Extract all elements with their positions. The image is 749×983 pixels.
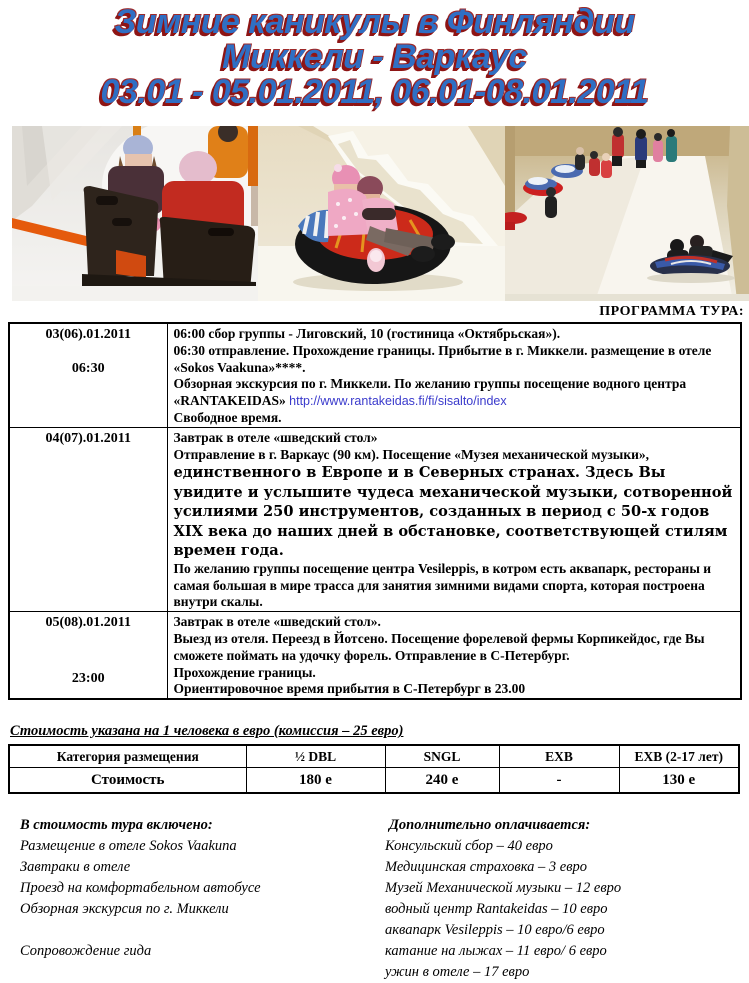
day3-date-cell [9,612,167,699]
extra-item: катание на лыжах – 11 евро/ 6 евро [385,943,607,960]
price-header-exb: EXB [499,745,619,767]
day3-paragraph-3: Прохождение границы. [173,664,316,680]
program-table [8,322,742,700]
day2-description-cell [167,427,741,611]
price-row-label: Стоимость [9,767,246,793]
day2-paragraph-2 [174,447,735,561]
photo-kids-on-snow-tube [258,126,505,301]
day3-time: 23:00 [71,671,105,687]
day1-description-cell [167,323,741,427]
day3-date: 05(08).01.2011 [45,615,132,631]
included-item: Сопровождение гида [20,943,152,960]
included-item-spacer [20,920,385,941]
extra-item: Консульский сбор – 40 евро [385,838,553,855]
price-half-dbl: 180 е [246,767,385,793]
day1-paragraph-1: 06:00 сбор группы - Лиговский, 10 (гостиница «Октябрьская»). [173,326,561,341]
photo-strip [12,126,749,301]
day2-date-cell [9,427,167,611]
title-line-3: 03.01 - 05.01.2011, 06.01-08.01.2011 [100,73,649,111]
day1-paragraph-3 [174,376,735,410]
day3-paragraph-1: Завтрак в отеле «шведский стол». [173,614,381,630]
extra-item: водный центр Rantakeidas – 10 евро [385,901,608,918]
extra-item: Медицинская страховка – 3 евро [385,859,588,876]
program-row-day1 [9,323,741,427]
price-header-half-dbl: ½ DBL [246,745,385,767]
price-header-row [9,745,739,767]
day3-description-cell [167,612,741,699]
day1-paragraph-2: 06:30 отправление. Прохождение границы. Прибытие в г. Миккели. размещение в отеле «Sokos Vaakuna»****. [173,342,712,375]
included-item: Проезд на комфортабельном автобусе [20,880,261,897]
photo-kids-on-wooden-sled [12,126,258,301]
day2-paragraph-3: По желанию группы посещение центра Vesileppis, в котром есть аквапарк, рестораны и самая большая в мире трасса для занятия зимними видами спорта, которая построена внутри скалы. [173,560,712,610]
snow-tube-illustration [258,126,505,301]
extra-item: Музей Механической музыки – 12 евро [385,880,622,897]
day3-paragraph-2: Выезд из отеля. Переезд в Йотсено. Посещение форелевой фермы Корпикейдос, где Вы сможете поймать на удочку форель. Отправление в С-Петербург. [173,631,705,663]
program-heading: ПРОГРАММА ТУРА: [599,304,744,319]
day2-date: 04(07).01.2011 [45,430,132,446]
extra-item: аквапарк Vesileppis – 10 евро/6 евро [385,922,605,939]
included-heading: В стоимость тура включено: [20,817,213,834]
included-item: Размещение в отеле Sokos Vaakuna [20,838,237,855]
included-item: Завтраки в отеле [20,859,131,876]
price-exb-child: 130 е [619,767,739,793]
snow-slope-illustration [505,126,749,301]
day1-paragraph-3-text: Обзорная экскурсия по г. Миккели. По желанию группы посещение водного центра «RANTAKEIDAS» [173,376,687,409]
included-item: Обзорная экскурсия по г. Миккели [20,901,229,918]
price-header-exb-child: EXB (2-17 лет) [619,745,739,767]
day2-paragraph-1: Завтрак в отеле «шведский стол» [173,429,378,445]
day2-paragraph-2-normal: Отправление в г. Варкаус (90 км). Посещение «Музея механической музыки», [173,446,650,462]
extra-heading: Дополнительно оплачивается: [389,817,591,834]
included-list [20,815,385,983]
price-caption: Стоимость указана на 1 человека в евро (комиссия – 25 евро) [10,723,404,740]
title-line-1: Зимние каникулы в Финляндии [114,3,635,41]
price-exb: - [499,767,619,793]
photo-indoor-snow-slope [505,126,749,301]
price-header-sngl: SNGL [385,745,499,767]
price-value-row [9,767,739,793]
day3-paragraph-4: Ориентировочное время прибытия в С-Петербург в 23.00 [173,681,526,697]
wooden-sled-illustration [12,126,258,301]
price-header-category: Категория размещения [9,745,246,767]
rantakeidas-link[interactable]: http://www.rantakeidas.fi/fi/sisalto/index [289,394,507,409]
day1-date-cell [9,323,167,427]
day1-time: 06:30 [71,361,105,376]
price-sngl: 240 е [385,767,499,793]
day1-date: 03(06).01.2011 [45,327,132,342]
day2-paragraph-2-large: единственного в Европе и в Северных странах. Здесь Вы увидите и услышите чудеса механической музыки, сотворенной усилиями 250 инструментов, созданных в период с 50-х годов XIX века до наших дней в обстановке, соответствующей стилям времен года. [173,464,733,560]
bottom-lists [0,815,749,983]
program-row-day2 [9,427,741,611]
day1-paragraph-4: Свободное время. [173,409,282,425]
price-table [8,744,740,794]
extra-cost-list [385,815,735,983]
extra-item: ужин в отеле – 17 евро [385,964,530,981]
title-line-2: Миккели - Варкаус [222,38,527,76]
program-row-day3 [9,612,741,699]
page-title [0,0,749,110]
